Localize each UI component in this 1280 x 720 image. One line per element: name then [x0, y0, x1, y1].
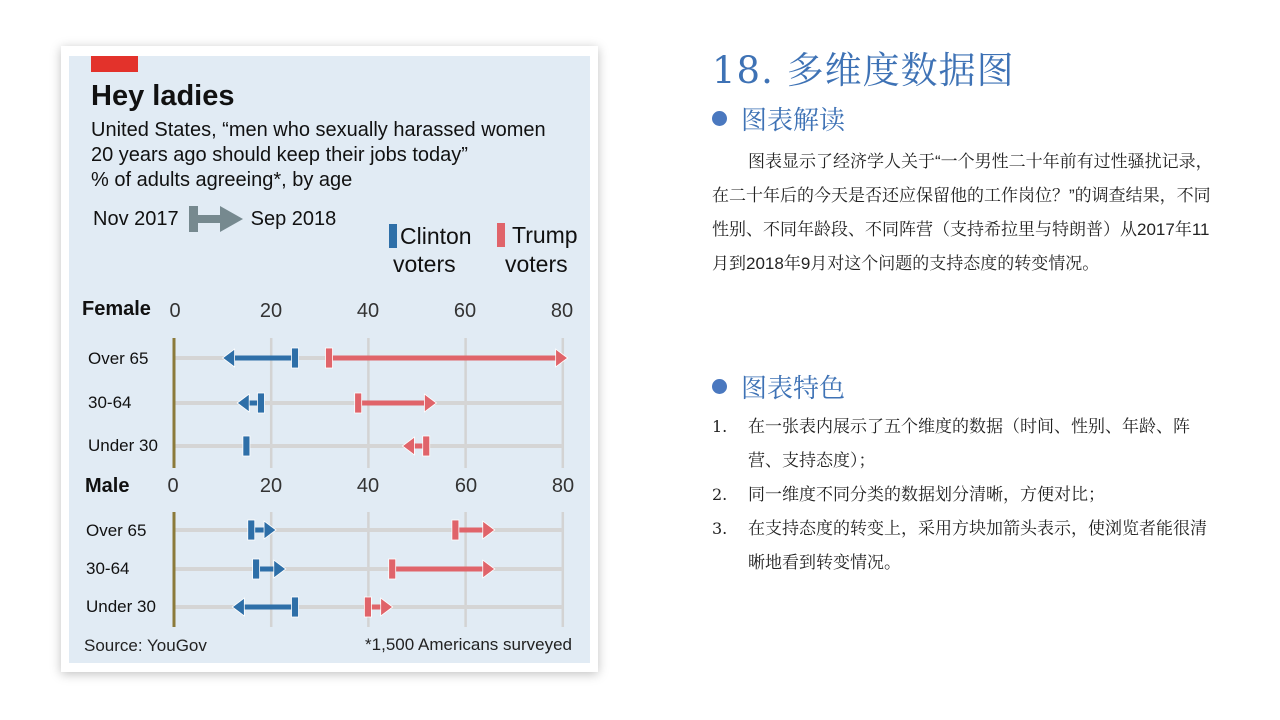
female-row-label: Under 30	[88, 436, 158, 455]
section-heading-text: 图表解读	[741, 105, 846, 135]
feature-number: 1.	[712, 417, 728, 436]
arrow-marker	[326, 348, 568, 368]
arrow-marker	[237, 393, 264, 413]
female-row-label: Over 65	[88, 349, 149, 368]
arrow-marker	[452, 520, 495, 540]
feature-item	[712, 478, 1222, 512]
female-section-label: Female	[82, 298, 151, 320]
bullet-dot-icon	[712, 111, 727, 126]
section-heading-features	[712, 368, 845, 405]
male-row-label: Over 65	[86, 521, 147, 540]
male-tick: 40	[356, 475, 380, 497]
legend-clinton-line1: Clinton	[400, 223, 472, 249]
chart-card	[61, 46, 598, 672]
female-row-label: 30-64	[88, 393, 132, 412]
arrow-marker	[355, 393, 437, 413]
legend-trump-line2: voters	[505, 251, 568, 277]
feature-text: 同一维度不同分类的数据划分清晰，方便对比；	[748, 485, 1105, 504]
section-heading-text: 图表特色	[741, 373, 846, 403]
features-list	[712, 410, 1222, 580]
arrow-marker	[364, 597, 392, 617]
chart-title: Hey ladies	[91, 80, 235, 112]
chart-panel	[69, 56, 590, 663]
female-tick: 60	[453, 300, 477, 322]
arrow-marker	[243, 436, 250, 456]
female-tick: 80	[550, 300, 574, 322]
chart-source: Source: YouGov	[84, 636, 207, 655]
feature-number: 3.	[712, 519, 728, 538]
chart-footnote: *1,500 Americans surveyed	[365, 635, 572, 654]
subtitle-line: United States, “men who sexually harassed women	[91, 119, 546, 141]
subtitle-line: 20 years ago should keep their jobs today”	[91, 144, 468, 166]
period-from: Nov 2017	[93, 207, 179, 230]
arrow-marker	[389, 559, 495, 579]
male-tick: 0	[167, 475, 179, 497]
period-to: Sep 2018	[250, 207, 337, 230]
legend-trump-line1: Trump	[512, 222, 578, 248]
interpretation-paragraph: 图表显示了经济学人关于“一个男性二十年前有过性骚扰记录，在二十年后的今天是否还应保留他的工作岗位？”的调查结果，不同性别、不同年龄段、不同阵营（支持希拉里与特朗普）从2017年11月到2018年9月对这个问题的支持态度的转变情况。	[712, 152, 1213, 273]
male-section-label: Male	[85, 475, 130, 497]
arrow-marker	[253, 559, 286, 579]
male-tick: 80	[551, 475, 575, 497]
male-tick: 60	[454, 475, 478, 497]
arrow-marker	[232, 597, 298, 617]
legend-clinton-line2: voters	[393, 251, 456, 277]
feature-item	[712, 410, 1222, 478]
page-title: 18. 多维度数据图	[712, 49, 1015, 92]
male-row-label: 30-64	[86, 559, 130, 578]
feature-number: 2.	[712, 485, 728, 504]
male-row-label: Under 30	[86, 597, 156, 616]
arrow-range-chart	[69, 56, 590, 663]
feature-item	[712, 512, 1222, 580]
male-tick: 20	[259, 475, 283, 497]
female-tick: 20	[259, 300, 283, 322]
feature-text: 在一张表内展示了五个维度的数据（时间、性别、年龄、阵营、支持态度）；	[748, 417, 1190, 470]
arrow-marker	[223, 348, 299, 368]
female-tick: 40	[356, 300, 380, 322]
female-tick: 0	[169, 300, 181, 322]
arrow-marker	[402, 436, 429, 456]
subtitle-line: % of adults agreeing*, by age	[91, 169, 353, 191]
bullet-dot-icon	[712, 379, 727, 394]
section-heading-interpretation	[712, 100, 845, 137]
feature-text: 在支持态度的转变上，采用方块加箭头表示，使浏览者能很清晰地看到转变情况。	[748, 519, 1207, 572]
